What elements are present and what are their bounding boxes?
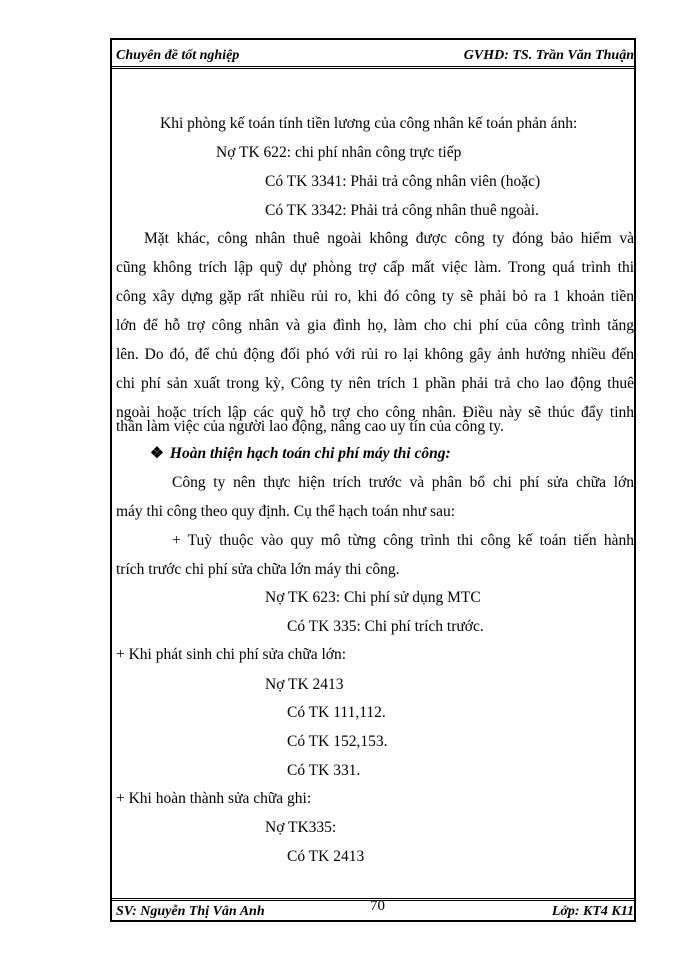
paragraph-line: máy thi công theo quy định. Cụ thể hạch toán như sau: — [116, 503, 456, 520]
entry-credit-331: Có TK 331. — [287, 762, 361, 779]
footer-left: SV: Nguyễn Thị Vân Anh — [116, 904, 265, 919]
paragraph-line: cũng không trích lập quỹ dự phòng trợ cấp mất việc làm. Trong quá trình thi — [116, 259, 634, 276]
paragraph-line: chi phí sản xuất trong kỳ, Công ty nên trích 1 phần phải trả cho lao động thuê — [116, 375, 634, 392]
entry-debit-335: Nợ TK335: — [265, 819, 337, 836]
page-header — [116, 40, 634, 64]
header-left: Chuyên đề tốt nghiệp — [116, 48, 240, 63]
diamond-bullet-icon: ❖ — [150, 445, 164, 462]
entry-debit-622: Nợ TK 622: chi phí nhân công trực tiếp — [216, 144, 462, 161]
footer-right: Lớp: KT4 K11 — [551, 904, 634, 919]
step-heading: + Khi phát sinh chi phí sửa chữa lớn: — [116, 646, 347, 663]
paragraph-line: ngoài hoặc trích lập các quỹ hỗ trợ cho công nhân. Điều này sẽ thúc đẩy tinh — [116, 404, 634, 421]
page-footer — [116, 898, 634, 922]
entry-credit-3341: Có TK 3341: Phải trả công nhân viên (hoặc) — [265, 173, 541, 190]
step-heading: + Khi hoàn thành sửa chữa ghi: — [116, 790, 312, 807]
paragraph-line: lên. Do đó, để chủ động đối phó với rủi ro lại không gây ảnh hưởng nhiều đến — [116, 346, 634, 363]
paragraph-line: Mặt khác, công nhân thuê ngoài không được công ty đóng bảo hiểm và — [144, 230, 634, 247]
paragraph-line: Công ty nên thực hiện trích trước và phân bổ chi phí sửa chữa lớn — [172, 474, 634, 491]
header-rule — [110, 66, 636, 69]
section-heading — [150, 444, 451, 464]
entry-credit-152-153: Có TK 152,153. — [287, 733, 388, 750]
entry-credit-2413: Có TK 2413 — [287, 848, 365, 865]
paragraph-line: trích trước chi phí sửa chữa lớn máy thi công. — [116, 561, 400, 578]
entry-credit-111-112: Có TK 111,112. — [287, 704, 386, 721]
page-number: 70 — [370, 898, 385, 914]
section-heading-text: Hoàn thiện hạch toán chi phí máy thi công: — [169, 445, 451, 462]
header-right: GVHD: TS. Trần Văn Thuận — [463, 48, 634, 63]
entry-debit-2413: Nợ TK 2413 — [265, 676, 344, 693]
paragraph-line: thần làm việc của người lao động, nâng cao uy tín của công ty. — [116, 418, 504, 435]
paragraph-line: + Tuỳ thuộc vào quy mô từng công trình thi công kế toán tiến hành — [172, 532, 634, 549]
entry-credit-335: Có TK 335: Chi phí trích trước. — [287, 618, 484, 635]
paragraph-line: công xây dựng gặp rất nhiều rủi ro, khi đó công ty sẽ phải bỏ ra 1 khoản tiền — [116, 288, 634, 305]
entry-debit-623: Nợ TK 623: Chi phí sử dụng MTC — [265, 589, 481, 606]
paragraph-line: lớn để hỗ trợ công nhân và gia đình họ, làm cho chi phí của công trình tăng — [116, 317, 634, 334]
intro-line: Khi phòng kế toán tính tiền lương của công nhân kế toán phản ánh: — [160, 115, 578, 132]
entry-credit-3342: Có TK 3342: Phải trả công nhân thuê ngoài. — [265, 202, 539, 219]
